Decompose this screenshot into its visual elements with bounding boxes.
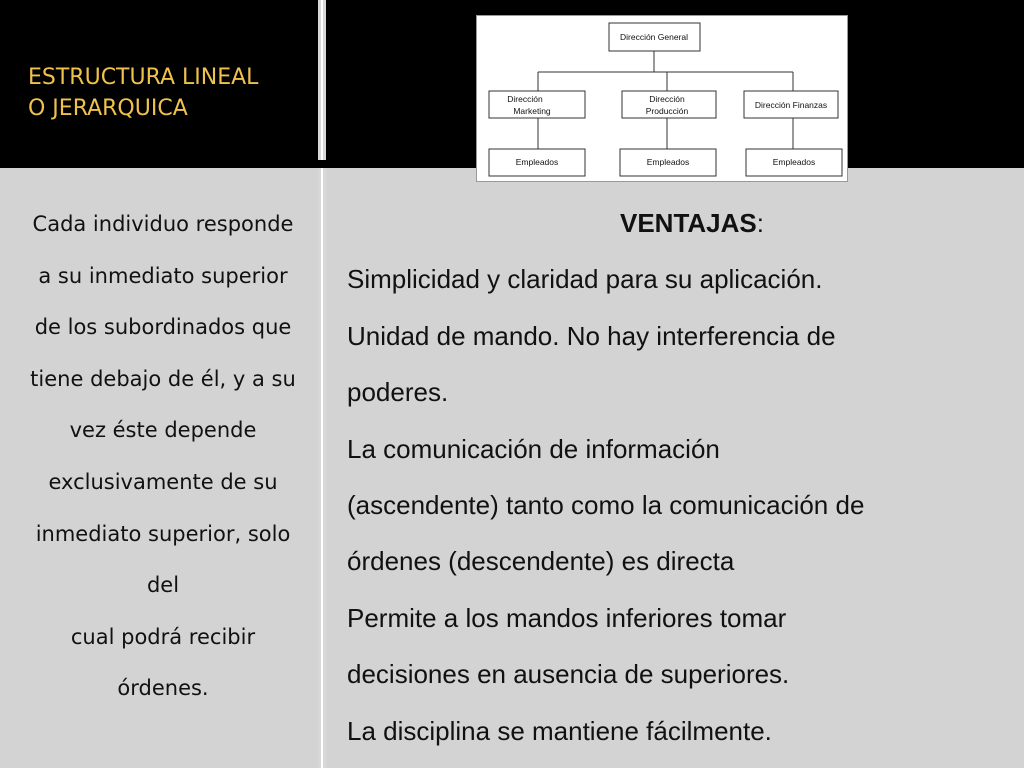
org-employees-1-label: Empleados bbox=[515, 157, 559, 167]
org-box-employees-3 bbox=[746, 149, 842, 176]
advantage-line: Permite a los mandos inferiores tomar bbox=[347, 602, 787, 633]
definition-line: inmediato superior, solo bbox=[35, 521, 291, 546]
slide-title bbox=[28, 62, 258, 124]
advantage-line: (ascendente) tanto como la comunicación de bbox=[347, 490, 865, 521]
definition-line: cual podrá recibir bbox=[70, 624, 256, 649]
org-box-employees-2 bbox=[620, 149, 716, 176]
org-box-produccion bbox=[622, 91, 716, 118]
definition-line: del bbox=[146, 573, 180, 598]
definition-line: Cada individuo responde bbox=[32, 212, 294, 236]
org-manager-1-line-1: Dirección bbox=[507, 94, 543, 104]
definition-line: de los subordinados que bbox=[34, 315, 292, 340]
org-box-marketing bbox=[489, 91, 585, 118]
advantages-list bbox=[347, 195, 1017, 759]
definition-line: tiene debajo de él, y a su bbox=[30, 366, 296, 391]
advantage-line: La disciplina se mantiene fácilmente. bbox=[347, 715, 772, 746]
advantage-line: Unidad de mando. No hay interferencia de bbox=[347, 320, 836, 351]
definition-line: exclusivamente de su bbox=[48, 469, 278, 494]
org-chart bbox=[476, 15, 848, 182]
advantages-heading-word: VENTAJAS bbox=[619, 208, 757, 238]
advantage-line: órdenes (descendente) es directa bbox=[347, 546, 735, 577]
definition-line: órdenes. bbox=[117, 676, 209, 701]
org-box-employees-1 bbox=[489, 149, 585, 176]
vertical-divider-line bbox=[321, 0, 323, 768]
org-chart-svg bbox=[477, 16, 847, 181]
org-box-top bbox=[609, 23, 700, 51]
definition-line: vez éste depende bbox=[69, 418, 257, 443]
advantages-heading-colon: : bbox=[756, 208, 764, 238]
org-employees-2-label: Empleados bbox=[646, 157, 690, 167]
advantage-line: La comunicación de información bbox=[347, 433, 720, 464]
org-box-finanzas bbox=[744, 91, 838, 118]
advantage-line: Simplicidad y claridad para su aplicación. bbox=[347, 264, 823, 295]
org-employees-3-label: Empleados bbox=[772, 157, 816, 167]
org-manager-1-line-2: Marketing bbox=[513, 106, 551, 116]
org-top-label: Dirección General bbox=[619, 32, 689, 42]
definition-line: a su inmediato superior bbox=[38, 263, 288, 288]
advantages-heading bbox=[347, 195, 1017, 251]
org-manager-2-line-2: Producción bbox=[645, 106, 689, 116]
advantage-line: decisiones en ausencia de superiores. bbox=[347, 659, 790, 690]
title-line-2: O JERARQUICA bbox=[28, 96, 188, 121]
org-manager-2-line-1: Dirección bbox=[649, 94, 685, 104]
org-manager-3-line-1: Dirección Finanzas bbox=[754, 100, 828, 110]
advantage-line: poderes. bbox=[347, 377, 449, 408]
title-line-1: ESTRUCTURA LINEAL bbox=[28, 65, 259, 90]
definition-text bbox=[10, 199, 316, 715]
